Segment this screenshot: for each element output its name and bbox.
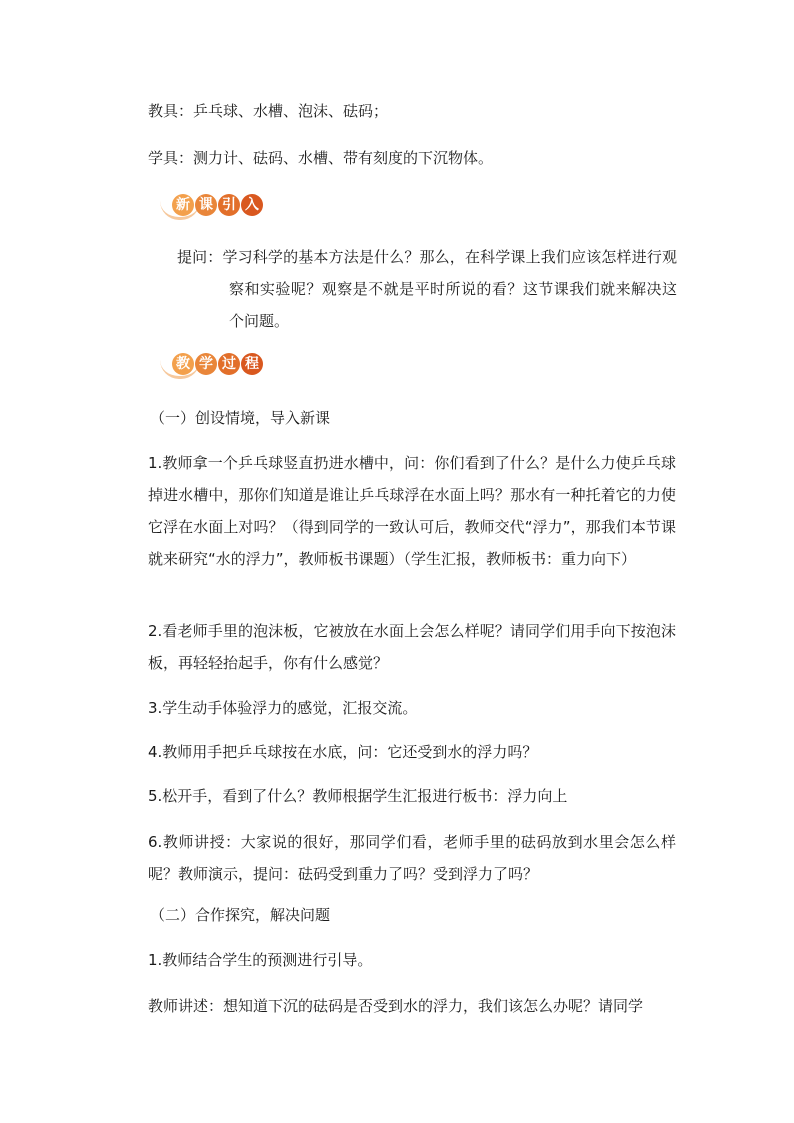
section-title: （二）合作探究，解决问题 (150, 906, 331, 924)
list-item: 4.教师用手把乒乓球按在水底，问：它还受到水的浮力吗？ (148, 743, 538, 761)
banner-char: 教 (172, 353, 194, 375)
banner-char: 课 (195, 194, 217, 216)
list-item: 1.教师拿一个乒乓球竖直扔进水槽中，问：你们看到了什么？是什么力使乒乓球掉进水槽中，那你们知道是谁让乒乓球浮在水面上吗？那水有一种托着它的力使它浮在水面上对吗？（得到同学的一致认可后，教师交代“浮力”，那我们本节课就来研究“水的浮力”，教师板书课题）（学生汇报，教师板书：重力向下） (148, 454, 676, 568)
list-item: 5.松开手，看到了什么？教师根据学生汇报进行板书：浮力向上 (148, 787, 568, 805)
list-item: 2.看老师手里的泡沫板，它被放在水面上会怎么样呢？请同学们用手向下按泡沫板，再轻轻抬起手，你有什么感觉？ (148, 622, 676, 672)
banner-char: 新 (172, 194, 194, 216)
intro-question: 提问：学习科学的基本方法是什么？那么，在科学课上我们应该怎样进行观察和实验呢？观察是不就是平时所说的看？这节课我们就来解决这个问题。 (177, 248, 677, 330)
section-title: （一）创设情境，导入新课 (150, 409, 331, 427)
banner-char: 学 (195, 353, 217, 375)
list-item: 1.教师结合学生的预测进行引导。 (148, 951, 373, 969)
list-item: 教师讲述：想知道下沉的砝码是否受到水的浮力，我们该怎么办呢？请同学 (148, 997, 644, 1015)
banner-char: 引 (218, 194, 240, 216)
list-item: 6.教师讲授：大家说的很好，那同学们看，老师手里的砝码放到水里会怎么样呢？教师演示，提问：砝码受到重力了吗？受到浮力了吗？ (148, 833, 676, 883)
teacher-tools: 教具：乒乓球、水槽、泡沫、砝码； (148, 102, 389, 120)
process-banner (160, 352, 270, 382)
intro-banner (160, 193, 270, 223)
list-item: 3.学生动手体验浮力的感觉，汇报交流。 (148, 699, 418, 717)
banner-char: 过 (218, 353, 240, 375)
student-tools: 学具：测力计、砝码、水槽、带有刻度的下沉物体。 (148, 149, 494, 167)
banner-char: 程 (241, 353, 263, 375)
banner-char: 入 (241, 194, 263, 216)
